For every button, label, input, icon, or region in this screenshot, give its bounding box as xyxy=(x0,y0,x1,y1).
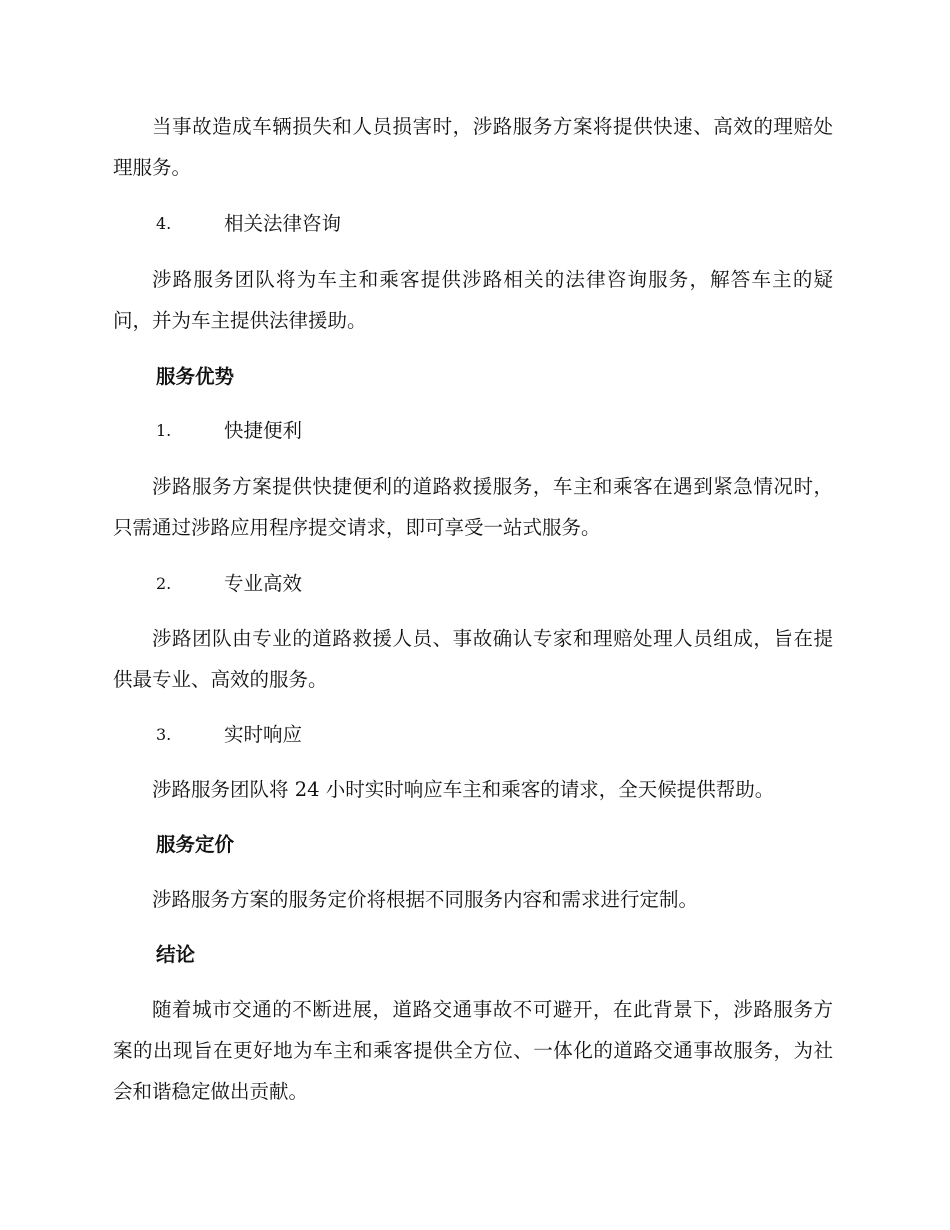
list-item-realtime-response xyxy=(156,714,756,755)
list-label: 实时响应 xyxy=(224,723,303,746)
list-item-professional-efficient xyxy=(156,563,756,604)
paragraph-fast-convenient: 涉路服务方案提供快捷便利的道路救援服务，车主和乘客在遇到紧急情况时，只需通过涉路应用程序提交请求，即可享受一站式服务。 xyxy=(113,475,833,539)
heading-service-advantages: 服务优势 xyxy=(156,365,235,388)
paragraph-service-pricing: 涉路服务方案的服务定价将根据不同服务内容和需求进行定制。 xyxy=(152,888,699,911)
list-label: 相关法律咨询 xyxy=(224,212,342,235)
paragraph-claims-service: 当事故造成车辆损失和人员损害时，涉路服务方案将提供快速、高效的理赔处理服务。 xyxy=(113,115,833,179)
paragraph-realtime-response: 涉路服务团队将 24 小时实时响应车主和乘客的请求，全天候提供帮助。 xyxy=(152,778,775,801)
list-number: 2. xyxy=(156,574,172,593)
heading-conclusion: 结论 xyxy=(156,943,196,966)
list-number: 4. xyxy=(156,214,172,233)
list-label: 快捷便利 xyxy=(224,419,303,442)
list-number: 3. xyxy=(156,725,172,744)
list-label: 专业高效 xyxy=(224,572,303,595)
heading-service-pricing: 服务定价 xyxy=(156,833,235,856)
list-item-fast-convenient xyxy=(156,410,756,451)
paragraph-legal-consulting: 涉路服务团队将为车主和乘客提供涉路相关的法律咨询服务，解答车主的疑问，并为车主提供法律援助。 xyxy=(113,268,833,332)
paragraph-professional-efficient: 涉路团队由专业的道路救援人员、事故确认专家和理赔处理人员组成，旨在提供最专业、高效的服务。 xyxy=(113,627,833,691)
list-item-legal-consulting xyxy=(156,203,756,244)
paragraph-conclusion: 随着城市交通的不断进展，道路交通事故不可避开，在此背景下，涉路服务方案的出现旨在更好地为车主和乘客提供全方位、一体化的道路交通事故服务，为社会和谐稳定做出贡献。 xyxy=(113,998,833,1103)
list-number: 1. xyxy=(156,421,172,440)
